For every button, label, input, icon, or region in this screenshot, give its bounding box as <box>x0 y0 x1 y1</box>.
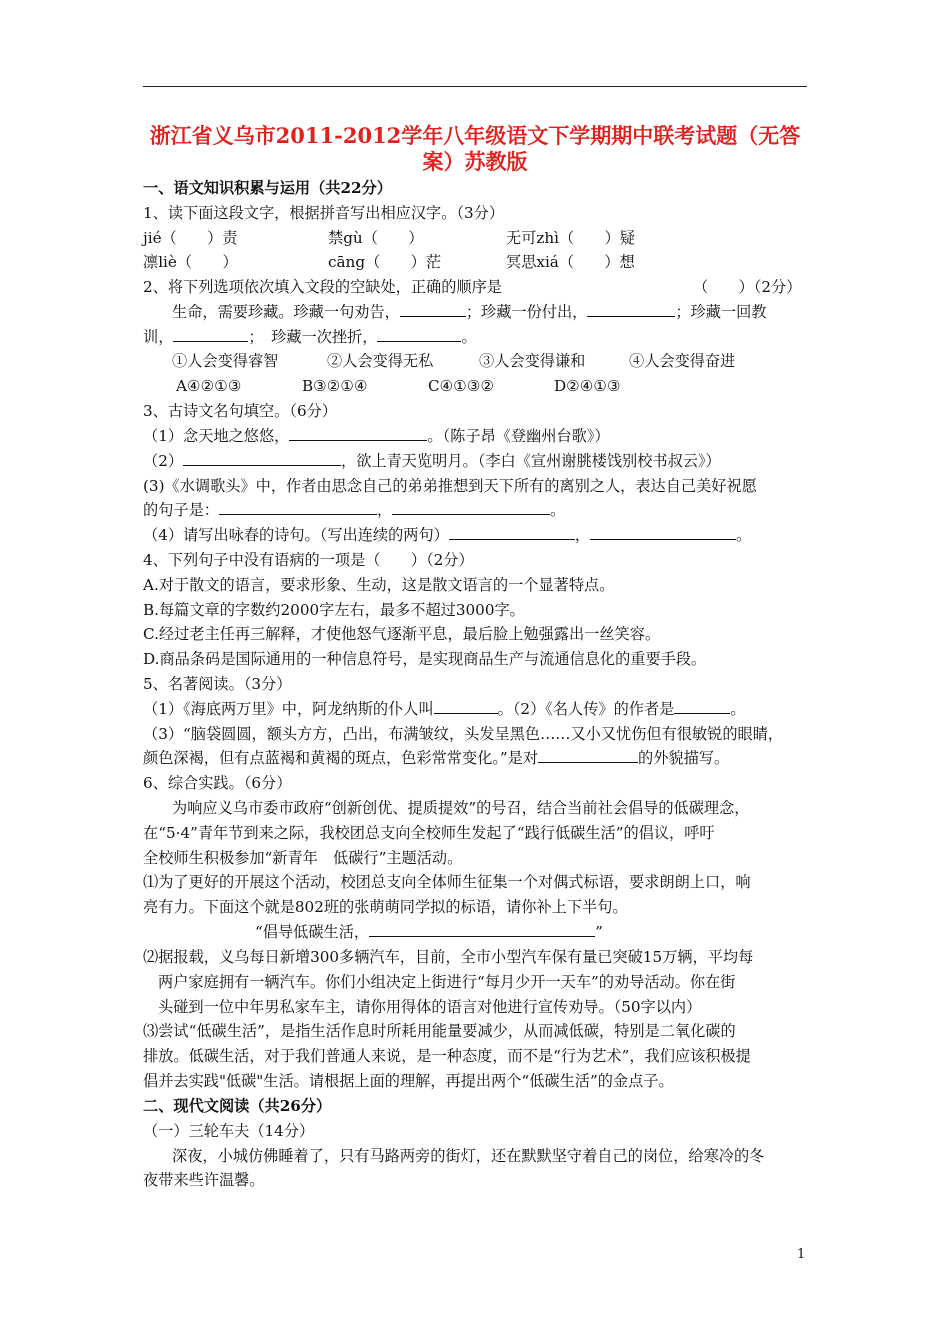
q4-option-d: D.商品条码是国际通用的一种信息符号，是实现商品生产与流通信息化的重要手段。 <box>143 650 707 668</box>
blank <box>538 748 638 763</box>
q1-row2 <box>143 252 813 272</box>
q6-p3-line2: 排放。低碳生活，对于我们普通人来说，是一种态度，而不是“行为艺术”，我们应该积极提 <box>143 1047 751 1065</box>
q1-item: jié（ ）责 <box>143 229 238 247</box>
document-title-line2: 案）苏教版 <box>422 149 528 174</box>
q1-row1 <box>143 228 813 248</box>
q5-text: 。（2）《名人传》的作者是 <box>497 700 675 718</box>
q3-text: 。（陈子昂《登幽州台歌》） <box>427 427 610 445</box>
q3-line1 <box>143 426 813 446</box>
q3-line2 <box>143 451 813 471</box>
q2-option: ③人会变得谦和 <box>479 352 586 370</box>
blank <box>400 302 466 317</box>
q6-p2-line3: 头碰到一位中年男私家车主，请你用得体的语言对他进行宣传劝导。（50字以内） <box>158 998 702 1016</box>
q5-line1 <box>143 699 813 719</box>
q3-text: 的句子是： <box>143 501 219 519</box>
q2-choice: D②④①③ <box>554 377 621 395</box>
q1-item: 凛liè（ ） <box>143 253 238 271</box>
q6-p1-line2: 亮有力。下面这个就是802班的张萌萌同学拟的标语，请你补上下半句。 <box>143 898 628 916</box>
q5-text: 的外貌描写。 <box>638 749 730 767</box>
blank <box>369 922 595 937</box>
q4-stem: 4、下列句子中没有语病的一项是（ ）（2分） <box>143 551 474 569</box>
q1-item: 无可zhì（ ）疑 <box>506 229 635 247</box>
q2-passage-line1 <box>172 302 842 322</box>
q2-options <box>172 351 842 371</box>
blank <box>449 525 575 540</box>
q3-stem: 3、古诗文名句填空。（6分） <box>143 402 337 420</box>
q1-stem: 1、读下面这段文字，根据拼音写出相应汉字。（3分） <box>143 204 505 222</box>
q2-option: ④人会变得奋进 <box>629 352 736 370</box>
q5-text: （1）《海底两万里》中，阿龙纳斯的仆人叫 <box>143 700 434 718</box>
q1-item: 冥思xiá（ ）想 <box>506 253 635 271</box>
q6-intro-line2: 在“5·4”青年节到来之际，我校团总支向全校师生发起了“践行低碳生活”的倡议，呼吁 <box>143 824 715 842</box>
q6-p2-line2: 两户家庭拥有一辆汽车。你们小组决定上街进行“每月少开一天车”的劝导活动。你在街 <box>158 973 736 991</box>
q4-option-b: B.每篇文章的字数约2000字左右，最多不超过3000字。 <box>143 601 525 619</box>
q3-text: ， <box>376 501 393 519</box>
q2-choice: B③②①④ <box>302 377 368 395</box>
q2-option: ①人会变得睿智 <box>172 352 279 370</box>
q5-line2: （3）“脑袋圆圆，额头方方，凸出，布满皱纹，头发呈黑色……又小又忧伤但有很敏锐的眼睛， <box>143 725 784 743</box>
header-rule <box>143 86 807 87</box>
q5-text: 颜色深褐，但有点蓝褐和黄褐的斑点，色彩常常变化。”是对 <box>143 749 539 767</box>
q5-stem: 5、名著阅读。（3分） <box>143 675 292 693</box>
q2-score: （ ）（2分） <box>693 278 802 296</box>
q6-p3-line3: 倡并去实践"低碳"生活。请根据上面的理解，再提出两个“低碳生活”的金点子。 <box>143 1072 674 1090</box>
blank <box>183 451 341 466</box>
q2-text: ；珍藏一份付出， <box>465 303 588 321</box>
document-title-line1: 浙江省义乌市2011-2012学年八年级语文下学期期中联考试题（无答 <box>149 123 801 148</box>
q6-stem: 6、综合实践。（6分） <box>143 774 292 792</box>
q3-text: 。 <box>550 501 566 519</box>
q3-line5 <box>143 525 813 545</box>
q2-option: ②人会变得无私 <box>327 352 434 370</box>
section2-subheading: （一）三轮车夫（14分） <box>143 1122 315 1140</box>
q1-item: cāng（ ）茫 <box>328 253 442 271</box>
slogan-text: ” <box>595 923 603 941</box>
q2-text: 。 <box>461 328 477 346</box>
q2-choice: C④①③② <box>428 377 495 395</box>
q2-text: 训， <box>143 328 174 346</box>
q2-text: ； 珍藏一次挫折， <box>248 328 378 346</box>
q6-intro-line3: 全校师生积极参加“新青年 低碳行”主题活动。 <box>143 849 463 867</box>
blank <box>434 699 498 714</box>
q3-text: （1）念天地之悠悠， <box>143 427 290 445</box>
q2-passage-line2 <box>143 327 813 347</box>
q5-text: 。 <box>730 700 746 718</box>
blank <box>590 525 736 540</box>
q2-stem-line <box>143 277 813 297</box>
blank <box>219 500 377 515</box>
blank <box>173 327 248 342</box>
q3-text: （4）请写出咏春的诗句。（写出连续的两句） <box>143 526 449 544</box>
q6-p2-line1: ⑵据报载，义乌每日新增300多辆汽车，目前，全市小型汽车保有量已突破15万辆，平均每 <box>143 948 754 966</box>
q3-line3: (3)《水调歌头》中，作者由思念自己的弟弟推想到天下所有的离别之人，表达自己美好祝愿 <box>143 477 757 495</box>
blank <box>392 500 550 515</box>
page-number: 1 <box>797 1247 806 1262</box>
q4-option-c: C.经过老主任再三解释，才使他怒气逐渐平息，最后脸上勉强露出一丝笑容。 <box>143 625 661 643</box>
q2-choice: A④②①③ <box>176 377 242 395</box>
q3-text: ， <box>574 526 591 544</box>
blank <box>674 699 730 714</box>
q6-p3-line1: ⑶尝试“低碳生活”，是指生活作息时所耗用能量要减少，从而减低碳，特别是二氧化碳的 <box>143 1022 736 1040</box>
section1-heading: 一、语文知识积累与运用（共22分） <box>143 179 392 197</box>
q2-text: ；珍藏一回教 <box>675 303 767 321</box>
q3-text: （2） <box>143 452 184 470</box>
q2-text: 生命，需要珍藏。珍藏一句劝告， <box>172 303 400 321</box>
q5-line3 <box>143 748 813 768</box>
q2-choices <box>176 376 846 396</box>
q3-text: ，欲上青天览明月。（李白《宣州谢朓楼饯别校书叔云》） <box>341 452 721 470</box>
q1-item: 禁gù（ ） <box>328 229 424 247</box>
q4-option-a: A.对于散文的语言，要求形象、生动，这是散文语言的一个显著特点。 <box>143 576 615 594</box>
q3-line4 <box>143 500 813 520</box>
blank <box>377 327 461 342</box>
section2-heading: 二、现代文阅读（共26分） <box>143 1097 332 1115</box>
q2-stem: 2、将下列选项依次填入文段的空缺处，正确的顺序是 <box>143 278 502 296</box>
slogan-text: “倡导低碳生活， <box>255 923 370 941</box>
q6-intro-line1: 为响应义乌市委市政府“创新创优、提质提效”的号召，结合当前社会倡导的低碳理念， <box>172 799 750 817</box>
q3-text: 。 <box>736 526 752 544</box>
reading-para-line2: 夜带来些许温馨。 <box>143 1171 265 1189</box>
blank <box>587 302 675 317</box>
blank <box>289 426 427 441</box>
reading-para-line1: 深夜，小城仿佛睡着了，只有马路两旁的街灯，还在默默坚守着自己的岗位，给寒冷的冬 <box>172 1147 765 1165</box>
q6-slogan <box>255 922 925 942</box>
q6-p1-line1: ⑴为了更好的开展这个活动，校团总支向全体师生征集一个对偶式标语，要求朗朗上口，响 <box>143 873 751 891</box>
